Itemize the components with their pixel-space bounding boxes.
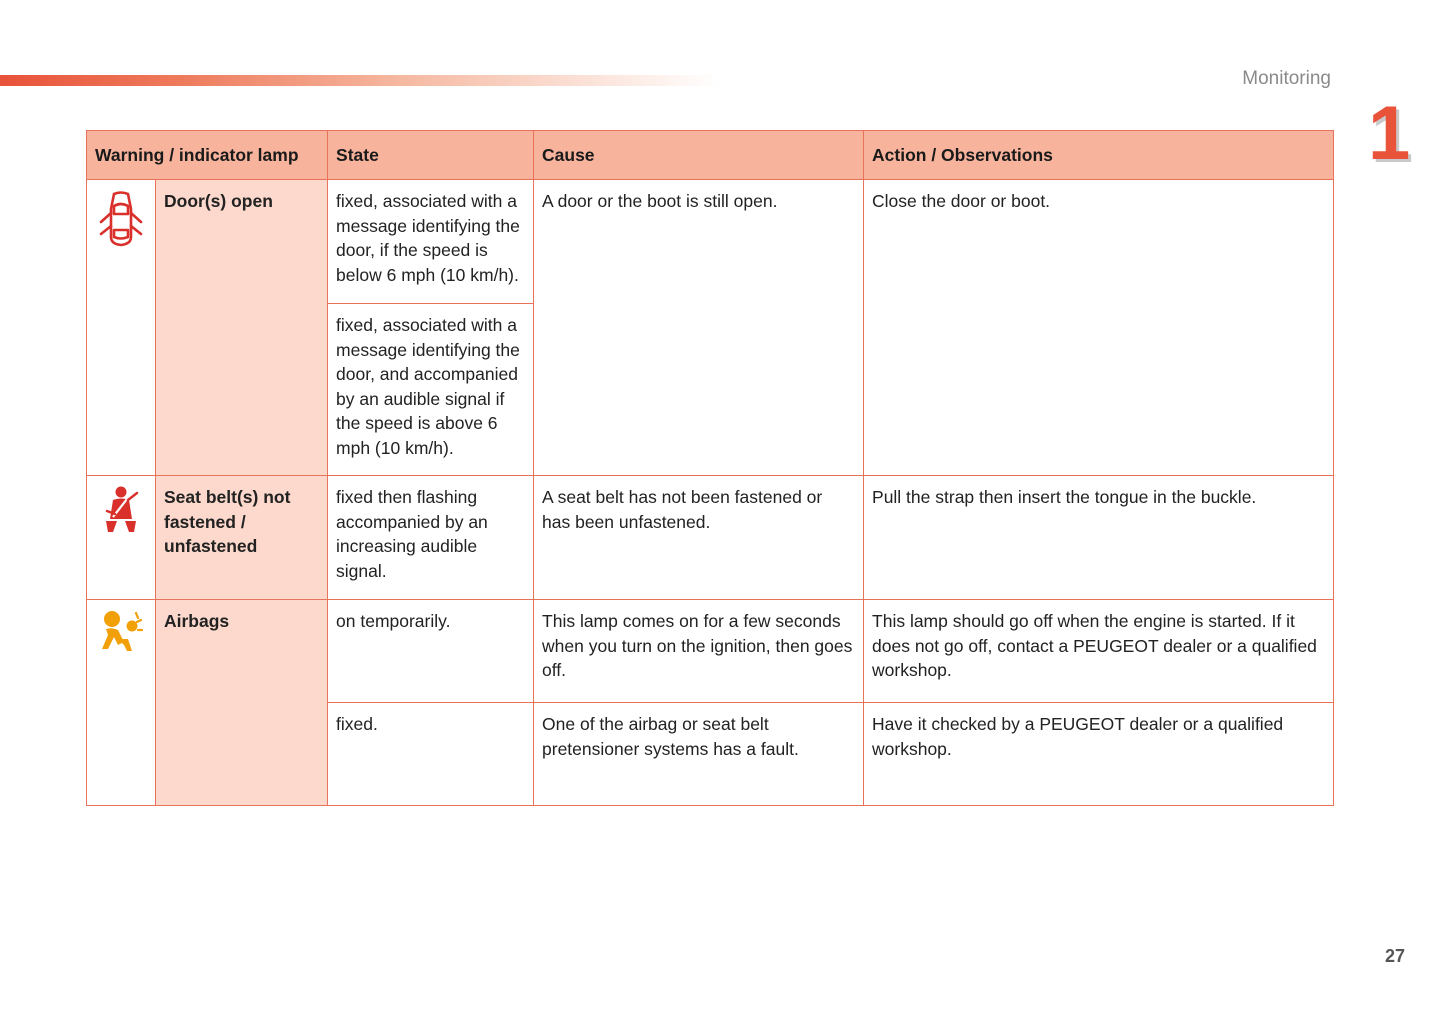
column-header-cause: Cause [534,131,864,180]
cause-cell: A seat belt has not been fastened or has been unfastened. [534,476,864,600]
column-header-state: State [328,131,534,180]
table-row [87,600,1334,703]
cause-cell: A door or the boot is still open. [534,180,864,476]
door-open-icon [98,189,144,249]
warning-lamps-table [86,130,1334,806]
state-cell: fixed. [328,703,534,806]
chapter-number: 1 [1368,91,1411,176]
state-cell: fixed then flashing accompanied by an increasing audible signal. [328,476,534,600]
action-cell: Pull the strap then insert the tongue in the buckle. [864,476,1334,600]
cause-cell: This lamp comes on for a few seconds when you turn on the ignition, then goes off. [534,600,864,703]
lamp-name: Airbags [156,600,328,806]
lamp-name: Seat belt(s) not fastened / unfastened [156,476,328,600]
state-cell: fixed, associated with a message identifying the door, if the speed is below 6 mph (10 km/h). [328,180,534,304]
lamp-icon-cell [87,180,156,476]
section-title: Monitoring [1242,68,1331,89]
lamp-icon-cell [87,476,156,600]
page-number: 27 [1384,946,1405,966]
lamp-icon-cell [87,600,156,806]
top-accent-bar [0,75,720,86]
action-cell: This lamp should go off when the engine is started. If it does not go off, contact a PEUGEOT dealer or a qualified workshop. [864,600,1334,703]
lamp-name: Door(s) open [156,180,328,476]
action-cell: Have it checked by a PEUGEOT dealer or a qualified workshop. [864,703,1334,806]
cause-cell: One of the airbag or seat belt pretensioner systems has a fault. [534,703,864,806]
state-cell: on temporarily. [328,600,534,703]
table-header-row [87,131,1334,180]
airbag-icon [98,609,144,655]
seat-belt-icon [99,485,143,535]
table-row [87,476,1334,600]
column-header-action: Action / Observations [864,131,1334,180]
table-row [87,180,1334,304]
action-cell: Close the door or boot. [864,180,1334,476]
column-header-lamp: Warning / indicator lamp [87,131,328,180]
state-cell: fixed, associated with a message identifying the door, and accompanied by an audible signal if the speed is above 6 mph (10 km/h). [328,304,534,476]
